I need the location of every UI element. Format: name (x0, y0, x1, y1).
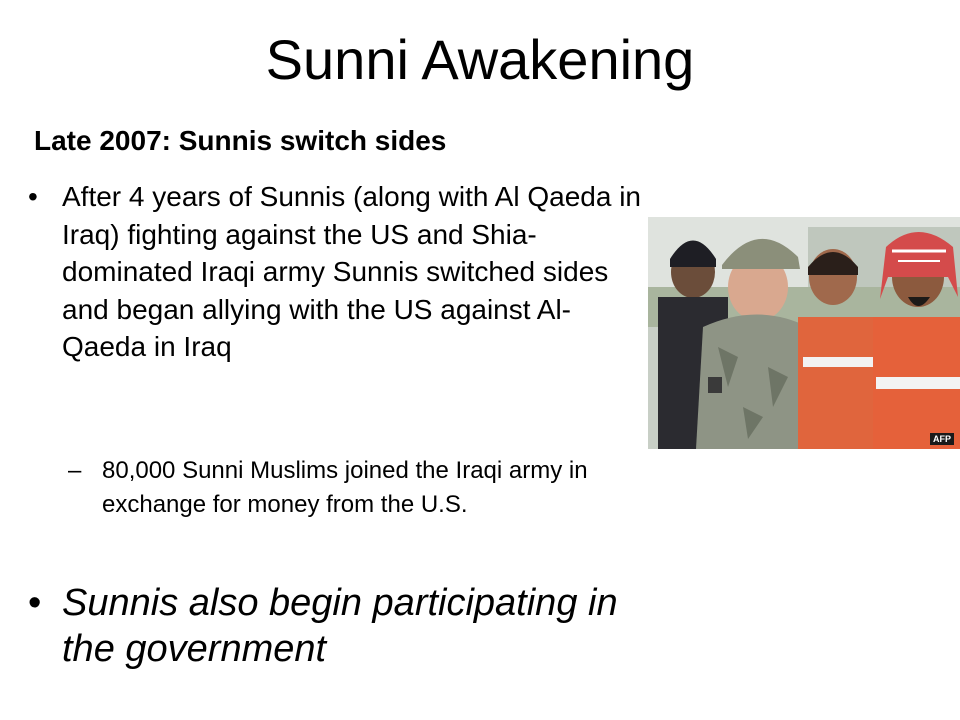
sub-bullet-text: 80,000 Sunni Muslims joined the Iraqi army in exchange for money from the U.S. (102, 457, 588, 518)
slide-title: Sunni Awakening (265, 28, 695, 91)
sub-bullet-marker: – (68, 457, 82, 484)
afp-watermark: AFP (930, 433, 954, 445)
news-photo (648, 217, 960, 449)
bullet-text: Sunnis also begin participating in the government (62, 582, 618, 670)
photo-illustration (648, 217, 960, 449)
bullet-marker: • (28, 582, 42, 624)
slide-subtitle: Late 2007: Sunnis switch sides (34, 125, 447, 156)
bullet-marker: • (28, 181, 38, 212)
bullet-text: After 4 years of Sunnis (along with Al Qaeda in Iraq) fighting against the US and Shia-dominated Iraqi army Sunnis switched sides and began allying with the US against Al-Qaeda in Iraq (62, 181, 641, 362)
